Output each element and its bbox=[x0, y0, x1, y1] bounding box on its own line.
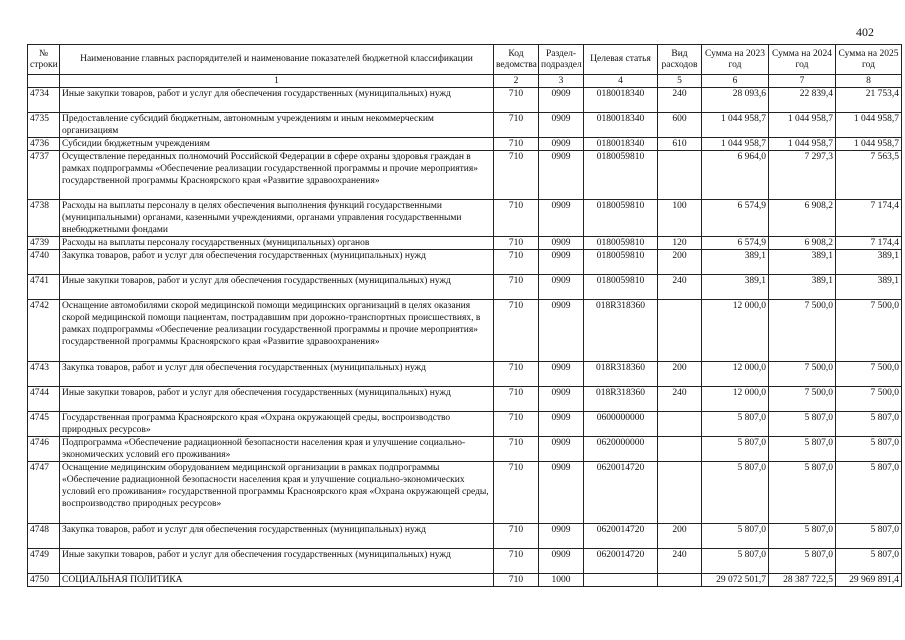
row-dept-code: 710 bbox=[494, 462, 539, 524]
row-sum-2024: 5 807,0 bbox=[769, 412, 836, 437]
row-target: 0180059810 bbox=[584, 237, 658, 250]
row-number: 4749 bbox=[28, 549, 60, 574]
row-section: 0909 bbox=[539, 237, 584, 250]
row-sum-2025: 1 044 958,7 bbox=[836, 113, 902, 138]
row-target bbox=[584, 574, 658, 587]
row-sum-2024: 6 908,2 bbox=[769, 237, 836, 250]
table-row bbox=[28, 412, 902, 437]
header-target: Целевая статья bbox=[584, 45, 658, 75]
row-target: 018R318360 bbox=[584, 387, 658, 412]
row-dept-code: 710 bbox=[494, 151, 539, 200]
row-sum-2024: 5 807,0 bbox=[769, 437, 836, 462]
row-name: Закупка товаров, работ и услуг для обеспечения государственных (муниципальных) нужд bbox=[60, 362, 494, 387]
row-section: 0909 bbox=[539, 362, 584, 387]
row-sum-2023: 6 574,9 bbox=[702, 200, 769, 237]
row-sum-2024: 389,1 bbox=[769, 275, 836, 300]
column-number: 1 bbox=[60, 75, 494, 88]
row-target: 0180018340 bbox=[584, 138, 658, 151]
row-dept-code: 710 bbox=[494, 237, 539, 250]
column-number bbox=[28, 75, 60, 88]
table-row bbox=[28, 200, 902, 237]
row-number: 4746 bbox=[28, 437, 60, 462]
row-number: 4750 bbox=[28, 574, 60, 587]
row-number: 4740 bbox=[28, 250, 60, 275]
row-name: Иные закупки товаров, работ и услуг для обеспечения государственных (муниципальных) нужд bbox=[60, 275, 494, 300]
row-sum-2025: 5 807,0 bbox=[836, 437, 902, 462]
row-sum-2024: 7 500,0 bbox=[769, 387, 836, 412]
table-row bbox=[28, 275, 902, 300]
row-target: 0180059810 bbox=[584, 200, 658, 237]
row-name: Субсидии бюджетным учреждениям bbox=[60, 138, 494, 151]
table-row bbox=[28, 151, 902, 200]
row-sum-2025: 21 753,4 bbox=[836, 88, 902, 113]
table-row bbox=[28, 462, 902, 524]
column-number: 8 bbox=[836, 75, 902, 88]
row-number: 4744 bbox=[28, 387, 60, 412]
row-number: 4748 bbox=[28, 524, 60, 549]
column-number: 3 bbox=[539, 75, 584, 88]
row-dept-code: 710 bbox=[494, 387, 539, 412]
row-dept-code: 710 bbox=[494, 524, 539, 549]
header-row-no: № строки bbox=[28, 45, 60, 75]
row-section: 0909 bbox=[539, 275, 584, 300]
table-row bbox=[28, 113, 902, 138]
row-name: Закупка товаров, работ и услуг для обеспечения государственных (муниципальных) нужд bbox=[60, 250, 494, 275]
row-target: 0180059810 bbox=[584, 250, 658, 275]
row-expense-type: 240 bbox=[658, 275, 702, 300]
row-name: Оснащение автомобилями скорой медицинской помощи медицинских организаций в целях оказания скорой медицинской помощи пациентам, пострадавшим при дорожно-транспортных происшествиях, в рамках подпрограммы «Обеспечение реализации государственной программы и прочие мероприятия» государственной программы Красноярского края «Развитие здравоохранения» bbox=[60, 300, 494, 362]
table-row bbox=[28, 237, 902, 250]
row-dept-code: 710 bbox=[494, 574, 539, 587]
row-sum-2023: 5 807,0 bbox=[702, 462, 769, 524]
header-sum-2023: Сумма на 2023 год bbox=[702, 45, 769, 75]
row-sum-2024: 1 044 958,7 bbox=[769, 113, 836, 138]
row-sum-2025: 389,1 bbox=[836, 275, 902, 300]
row-sum-2023: 12 000,0 bbox=[702, 300, 769, 362]
row-expense-type: 100 bbox=[658, 200, 702, 237]
row-sum-2024: 1 044 958,7 bbox=[769, 138, 836, 151]
row-target: 018R318360 bbox=[584, 300, 658, 362]
column-number: 4 bbox=[584, 75, 658, 88]
header-name: Наименование главных распорядителей и наименование показателей бюджетной классификации bbox=[60, 45, 494, 75]
column-number: 7 bbox=[769, 75, 836, 88]
row-target: 0620014720 bbox=[584, 549, 658, 574]
row-expense-type: 200 bbox=[658, 524, 702, 549]
row-sum-2023: 1 044 958,7 bbox=[702, 113, 769, 138]
row-name: Государственная программа Красноярского края «Охрана окружающей среды, воспроизводство природных ресурсов» bbox=[60, 412, 494, 437]
row-expense-type bbox=[658, 574, 702, 587]
row-dept-code: 710 bbox=[494, 412, 539, 437]
row-expense-type: 200 bbox=[658, 250, 702, 275]
table-row bbox=[28, 387, 902, 412]
row-section: 0909 bbox=[539, 549, 584, 574]
row-name: Осуществление переданных полномочий Российской Федерации в сфере охраны здоровья граждан в рамках подпрограммы «Обеспечение реализации государственной программы и прочие мероприятия» государственной программы Красноярского края «Развитие здравоохранения» bbox=[60, 151, 494, 200]
row-name: Иные закупки товаров, работ и услуг для обеспечения государственных (муниципальных) нужд bbox=[60, 88, 494, 113]
header-sum-2024: Сумма на 2024 год bbox=[769, 45, 836, 75]
row-expense-type: 240 bbox=[658, 549, 702, 574]
column-number-row bbox=[28, 75, 902, 88]
row-name: Иные закупки товаров, работ и услуг для обеспечения государственных (муниципальных) нужд bbox=[60, 549, 494, 574]
table-row bbox=[28, 549, 902, 574]
row-dept-code: 710 bbox=[494, 300, 539, 362]
row-sum-2025: 7 563,5 bbox=[836, 151, 902, 200]
row-section: 0909 bbox=[539, 151, 584, 200]
row-sum-2023: 5 807,0 bbox=[702, 437, 769, 462]
table-row bbox=[28, 138, 902, 151]
row-dept-code: 710 bbox=[494, 200, 539, 237]
column-number: 2 bbox=[494, 75, 539, 88]
row-sum-2023: 6 574,9 bbox=[702, 237, 769, 250]
row-number: 4736 bbox=[28, 138, 60, 151]
column-number: 5 bbox=[658, 75, 702, 88]
row-sum-2024: 7 500,0 bbox=[769, 362, 836, 387]
row-section: 0909 bbox=[539, 300, 584, 362]
row-name: Подпрограмма «Обеспечение радиационной безопасности населения края и улучшение социально-экономических условий его проживания» bbox=[60, 437, 494, 462]
row-section: 0909 bbox=[539, 138, 584, 151]
row-target: 0620000000 bbox=[584, 437, 658, 462]
header-row bbox=[28, 45, 902, 75]
header-expense-type: Вид расходов bbox=[658, 45, 702, 75]
row-sum-2025: 7 500,0 bbox=[836, 362, 902, 387]
row-sum-2024: 389,1 bbox=[769, 250, 836, 275]
row-expense-type: 120 bbox=[658, 237, 702, 250]
row-target: 0180059810 bbox=[584, 151, 658, 200]
row-dept-code: 710 bbox=[494, 113, 539, 138]
row-sum-2024: 5 807,0 bbox=[769, 462, 836, 524]
table-row bbox=[28, 250, 902, 275]
row-sum-2023: 29 072 501,7 bbox=[702, 574, 769, 587]
row-sum-2025: 5 807,0 bbox=[836, 549, 902, 574]
header-sum-2025: Сумма на 2025 год bbox=[836, 45, 902, 75]
row-dept-code: 710 bbox=[494, 437, 539, 462]
row-sum-2025: 5 807,0 bbox=[836, 524, 902, 549]
row-sum-2024: 22 839,4 bbox=[769, 88, 836, 113]
row-dept-code: 710 bbox=[494, 250, 539, 275]
row-target: 0180018340 bbox=[584, 113, 658, 138]
row-expense-type bbox=[658, 462, 702, 524]
row-expense-type bbox=[658, 300, 702, 362]
row-dept-code: 710 bbox=[494, 275, 539, 300]
row-sum-2025: 29 969 891,4 bbox=[836, 574, 902, 587]
row-expense-type: 600 bbox=[658, 113, 702, 138]
row-sum-2025: 7 500,0 bbox=[836, 387, 902, 412]
budget-table bbox=[27, 44, 902, 587]
row-expense-type bbox=[658, 151, 702, 200]
row-number: 4745 bbox=[28, 412, 60, 437]
row-sum-2025: 7 174,4 bbox=[836, 200, 902, 237]
row-expense-type: 200 bbox=[658, 362, 702, 387]
row-section: 0909 bbox=[539, 200, 584, 237]
header-section: Раздел-подраздел bbox=[539, 45, 584, 75]
row-name: Иные закупки товаров, работ и услуг для обеспечения государственных (муниципальных) нужд bbox=[60, 387, 494, 412]
row-sum-2024: 7 500,0 bbox=[769, 300, 836, 362]
row-sum-2023: 389,1 bbox=[702, 275, 769, 300]
row-number: 4738 bbox=[28, 200, 60, 237]
row-name: Закупка товаров, работ и услуг для обеспечения государственных (муниципальных) нужд bbox=[60, 524, 494, 549]
table-row bbox=[28, 300, 902, 362]
row-sum-2023: 5 807,0 bbox=[702, 524, 769, 549]
row-name: Расходы на выплаты персоналу в целях обеспечения выполнения функций государственными (муниципальными) органами, казенными учреждениями, органами управления государственными внебюджетными фондами bbox=[60, 200, 494, 237]
header-dept-code: Код ведомства bbox=[494, 45, 539, 75]
row-target: 0180059810 bbox=[584, 275, 658, 300]
row-expense-type: 240 bbox=[658, 88, 702, 113]
row-dept-code: 710 bbox=[494, 88, 539, 113]
row-section: 0909 bbox=[539, 412, 584, 437]
table-row bbox=[28, 574, 902, 587]
row-section: 0909 bbox=[539, 462, 584, 524]
table-row bbox=[28, 88, 902, 113]
row-sum-2023: 28 093,6 bbox=[702, 88, 769, 113]
row-sum-2023: 5 807,0 bbox=[702, 549, 769, 574]
row-target: 0180018340 bbox=[584, 88, 658, 113]
row-sum-2024: 6 908,2 bbox=[769, 200, 836, 237]
row-section: 0909 bbox=[539, 387, 584, 412]
row-dept-code: 710 bbox=[494, 549, 539, 574]
row-number: 4739 bbox=[28, 237, 60, 250]
row-sum-2023: 389,1 bbox=[702, 250, 769, 275]
row-sum-2024: 5 807,0 bbox=[769, 524, 836, 549]
row-sum-2023: 5 807,0 bbox=[702, 412, 769, 437]
row-target: 018R318360 bbox=[584, 362, 658, 387]
row-sum-2025: 7 174,4 bbox=[836, 237, 902, 250]
row-number: 4742 bbox=[28, 300, 60, 362]
row-sum-2025: 389,1 bbox=[836, 250, 902, 275]
row-sum-2023: 6 964,0 bbox=[702, 151, 769, 200]
row-section: 0909 bbox=[539, 437, 584, 462]
row-number: 4734 bbox=[28, 88, 60, 113]
row-number: 4747 bbox=[28, 462, 60, 524]
row-sum-2025: 7 500,0 bbox=[836, 300, 902, 362]
table-row bbox=[28, 362, 902, 387]
row-section: 0909 bbox=[539, 113, 584, 138]
row-dept-code: 710 bbox=[494, 362, 539, 387]
row-section: 1000 bbox=[539, 574, 584, 587]
row-number: 4743 bbox=[28, 362, 60, 387]
row-expense-type bbox=[658, 412, 702, 437]
row-section: 0909 bbox=[539, 524, 584, 549]
row-expense-type bbox=[658, 437, 702, 462]
row-sum-2025: 1 044 958,7 bbox=[836, 138, 902, 151]
row-target: 0620014720 bbox=[584, 462, 658, 524]
row-sum-2023: 1 044 958,7 bbox=[702, 138, 769, 151]
row-name: Оснащение медицинским оборудованием медицинской организации в рамках подпрограммы «Обеспечение радиационной безопасности населения края и улучшение социально-экономических условий его проживания» государственной программы Красноярского края «Охрана окружающей среды, воспроизводство природных ресурсов» bbox=[60, 462, 494, 524]
row-number: 4735 bbox=[28, 113, 60, 138]
table-body bbox=[28, 88, 902, 587]
table-row bbox=[28, 437, 902, 462]
row-section: 0909 bbox=[539, 250, 584, 275]
row-sum-2024: 7 297,3 bbox=[769, 151, 836, 200]
row-dept-code: 710 bbox=[494, 138, 539, 151]
table-row bbox=[28, 524, 902, 549]
row-sum-2024: 5 807,0 bbox=[769, 549, 836, 574]
row-expense-type: 240 bbox=[658, 387, 702, 412]
row-expense-type: 610 bbox=[658, 138, 702, 151]
row-number: 4737 bbox=[28, 151, 60, 200]
row-target: 0620014720 bbox=[584, 524, 658, 549]
row-section: 0909 bbox=[539, 88, 584, 113]
row-sum-2023: 12 000,0 bbox=[702, 362, 769, 387]
row-name: Расходы на выплаты персоналу государственных (муниципальных) органов bbox=[60, 237, 494, 250]
column-number: 6 bbox=[702, 75, 769, 88]
page-number: 402 bbox=[856, 25, 874, 39]
row-number: 4741 bbox=[28, 275, 60, 300]
row-sum-2025: 5 807,0 bbox=[836, 462, 902, 524]
row-sum-2025: 5 807,0 bbox=[836, 412, 902, 437]
row-sum-2023: 12 000,0 bbox=[702, 387, 769, 412]
row-target: 0600000000 bbox=[584, 412, 658, 437]
row-sum-2024: 28 387 722,5 bbox=[769, 574, 836, 587]
row-name: Предоставление субсидий бюджетным, автономным учреждениям и иным некоммерческим организациям bbox=[60, 113, 494, 138]
row-name: СОЦИАЛЬНАЯ ПОЛИТИКА bbox=[60, 574, 494, 587]
